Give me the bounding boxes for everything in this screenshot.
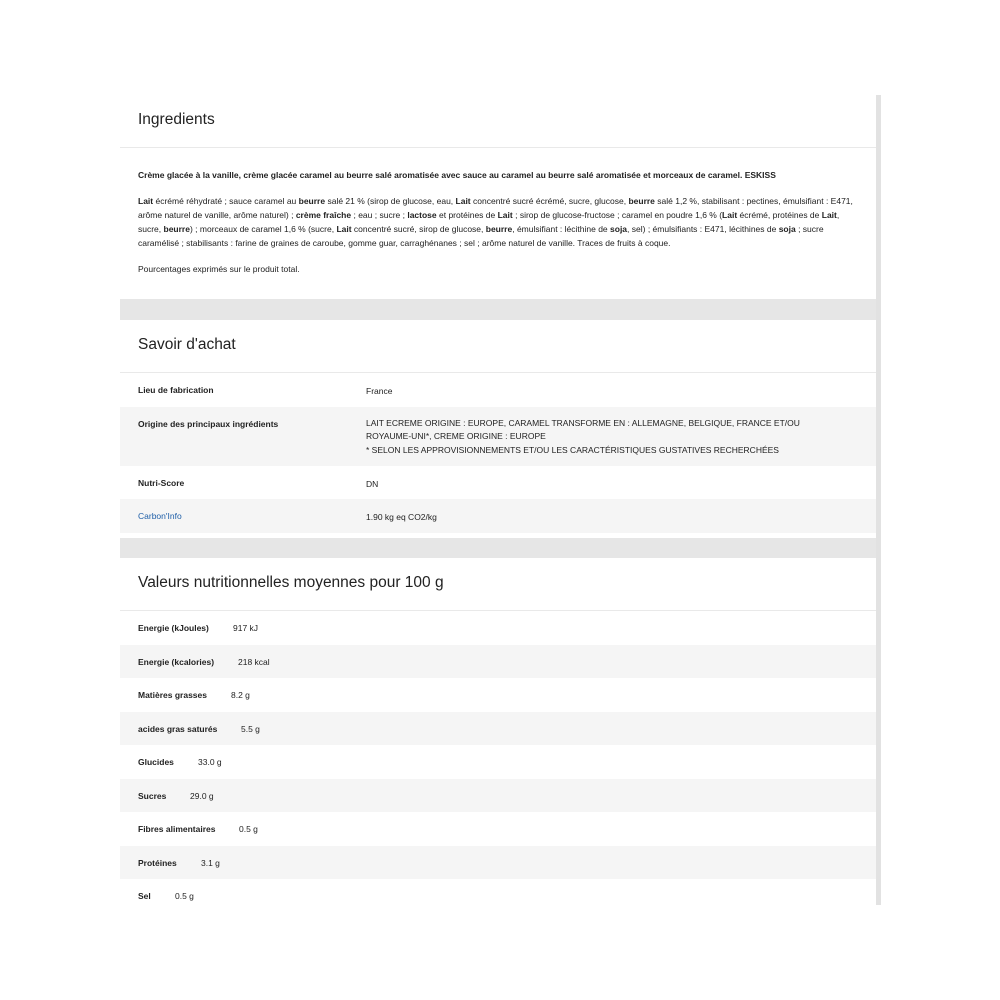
savoir-achat-value-line: LAIT ECREME ORIGINE : EUROPE, CARAMEL TRANSFORME EN : ALLEMAGNE, BELGIQUE, FRANCE ET/OU ROYAUME-UNI*, CREME ORIGINE : EUROPE [366,417,800,441]
nutrition-row [120,645,876,679]
ingredients-list [138,194,858,250]
allergen-text: lactose [407,210,437,220]
ingredient-text: salé 1,2 %, stabilisant : pectines, émulsifiant : E471, arôme naturel de vanille, arôme naturel) ; [138,196,853,220]
nutrition-label: Protéines [138,857,177,868]
nutrition-row [120,779,876,813]
nutrition-row [120,712,876,746]
ingredient-text: , sucre, [138,210,840,234]
nutrition-row [120,611,876,645]
ingredients-intro: Crème glacée à la vanille, crème glacée caramel au beurre salé aromatisée avec sauce au caramel au beurre salé aromatisée et morceaux de caramel. ESKISS [138,170,776,180]
savoir-achat-label: Lieu de fabrication [138,385,214,395]
allergen-text: soja [778,224,796,234]
ingredient-text: écrémé réhydraté ; sauce caramel au [153,196,299,206]
savoir-achat-row [120,373,876,407]
scrollbar[interactable] [876,95,881,905]
nutrition-row [120,846,876,880]
savoir-achat-value [366,385,840,399]
nutrition-value: 0.5 g [239,824,258,834]
allergen-text: soja [610,224,628,234]
savoir-achat-value [366,511,840,525]
nutrition-row [120,678,876,712]
ingredients-title: Ingredients [120,95,876,148]
savoir-achat-label: Nutri-Score [138,477,185,488]
nutrition-row [120,812,876,846]
allergen-text: beurre [485,224,513,234]
nutrition-value: 5.5 g [241,723,260,734]
savoir-achat-value-line: * SELON LES APPROVISIONNEMENTS ET/OU LES CARACTÉRISTIQUES GUSTATIVES RECHERCHÉES [366,444,779,455]
nutrition-title: Valeurs nutritionnelles moyennes pour 100 g [120,558,876,611]
nutrition-label: Matières grasses [138,690,207,700]
savoir-achat-value-line: France [366,386,393,396]
ingredients-section [120,95,876,299]
ingredient-text: ; eau ; sucre ; [351,210,408,220]
nutrition-section [120,558,876,905]
savoir-achat-table [120,373,876,533]
savoir-achat-value [366,417,840,458]
nutrition-row [120,879,876,905]
savoir-achat-row [120,407,876,466]
nutrition-value: 0.5 g [175,891,194,901]
ingredient-text: , émulsifiant : lécithine de [512,224,611,234]
savoir-achat-label: Origine des principaux ingrédients [138,418,279,429]
nutrition-value: 3.1 g [201,857,220,868]
ingredient-text: salé 21 % (sirop de glucose, eau, [325,196,456,206]
allergen-text: Lait [497,210,513,220]
ingredient-text: ) ; morceaux de caramel 1,6 % (sucre, [189,224,337,234]
ingredient-text: , sel) ; émulsifiants : E471, lécithines de [627,224,779,234]
allergen-text: Lait [336,224,352,234]
ingredients-note: Pourcentages exprimés sur le produit total. [138,264,300,274]
nutrition-label: Energie (kJoules) [138,623,209,633]
allergen-text: crème fraîche [295,210,352,220]
savoir-achat-value-line: DN [366,478,379,489]
allergen-text: Lait [455,196,471,206]
nutrition-table [120,611,876,905]
allergen-text: Lait [138,196,154,206]
savoir-achat-value-line: 1.90 kg eq CO2/kg [366,512,437,522]
ingredient-text: concentré sucré écrémé, sucre, glucose, [470,196,629,206]
allergen-text: Lait [722,210,738,220]
ingredient-text: écrémé, protéines de [737,210,822,220]
ingredient-text: ; sirop de glucose-fructose ; caramel en poudre 1,6 % ( [512,210,723,220]
ingredient-text: et protéines de [436,210,498,220]
nutrition-value: 917 kJ [233,623,259,633]
savoir-achat-title: Savoir d'achat [120,320,876,373]
nutrition-label: Sel [138,891,151,901]
savoir-achat-row [120,499,876,533]
savoir-achat-row [120,466,876,500]
nutrition-label: Energie (kcalories) [138,656,215,667]
carbon-info-link[interactable]: Carbon'Info [138,511,182,521]
nutrition-label: acides gras saturés [138,723,218,734]
nutrition-value: 218 kcal [238,656,270,667]
nutrition-value: 33.0 g [198,757,222,767]
nutrition-label: Fibres alimentaires [138,824,216,834]
nutrition-label: Glucides [138,757,174,767]
nutrition-row [120,745,876,779]
nutrition-value: 8.2 g [231,690,250,700]
allergen-text: beurre [628,196,655,206]
allergen-text: beurre [163,224,190,234]
nutrition-label: Sucres [138,790,167,801]
ingredients-body [120,148,876,276]
allergen-text: Lait [821,210,837,220]
allergen-text: beurre [298,196,326,206]
savoir-achat-section [120,320,876,538]
ingredient-text: ; sucre caramélisé ; stabilisants : farine de graines de caroube, gomme guar, carraghénanes ; sel ; arôme naturel de vanille. Traces de fruits à coque. [138,224,824,248]
savoir-achat-value [366,478,840,492]
nutrition-value: 29.0 g [190,790,214,801]
ingredient-text: concentré sucré, sirop de glucose, [351,224,486,234]
product-details-panel [120,95,876,905]
